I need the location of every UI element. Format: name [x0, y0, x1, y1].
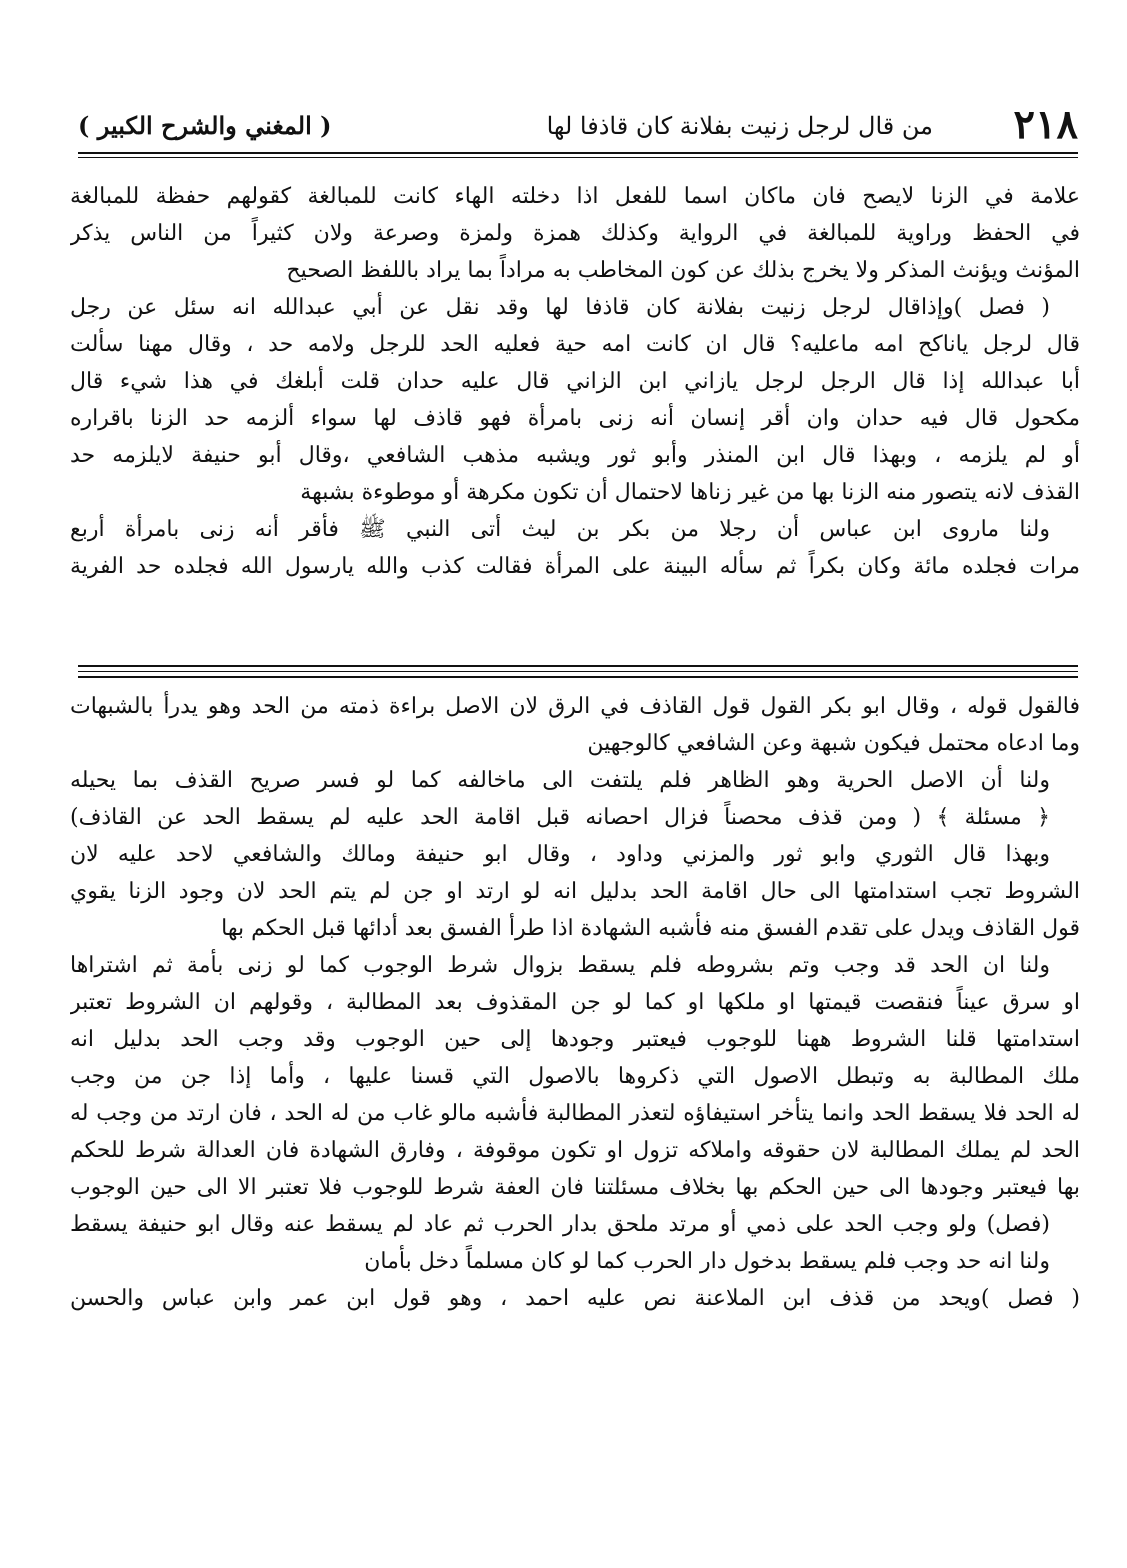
text-line: مرات فجلده مائة وكان بكراً ثم سأله البينة على المرأة فقالت كذب والله يارسول الله فجلده حد الفرية [70, 554, 1080, 579]
page-header [78, 100, 1078, 150]
text-line: ملك المطالبة به وتبطل الاصول التي ذكروها بالاصول التي قسنا عليها ، وأما إذا جن من وجب [70, 1064, 1080, 1089]
text-line: له الحد فلا يسقط الحد وانما يتأخر استيفاؤه لتعذر المطالبة فأشبه مالو غاب من له الحد ، فان ارتد من وجب له [70, 1101, 1080, 1126]
text-line: ﴿ مسئلة ﴾ ( ومن قذف محصناً فزال احصانه قبل اقامة الحد عليه لم يسقط الحد عن القاذف) [70, 805, 1050, 830]
text-line: فالقول قوله ، وقال ابو بكر القول قول القاذف في الرق لان الاصل براءة ذمته من الحد وهو يدرأ بالشبهات [70, 694, 1080, 719]
text-line: مكحول قال فيه حدان وان أقر إنسان أنه زنى بامرأة فهو قاذف لها سواء ألزمه حد الزنا باقراره [70, 406, 1080, 431]
text-line: قال لرجل ياناكح امه ماعليه؟ قال ان كانت امه حية فعليه الحد للرجل ولامه حد ، وقال مهنا سألت [70, 332, 1080, 357]
text-line: ولنا انه حد وجب فلم يسقط بدخول دار الحرب كما لو كان مسلماً دخل بأمان [364, 1249, 1050, 1274]
text-line: وما ادعاه محتمل فيكون شبهة وعن الشافعي كالوجهين [587, 731, 1080, 756]
page-number: ٢١٨ [1013, 101, 1078, 148]
main-text [70, 178, 1080, 585]
text-line: او سرق عيناً فنقصت قيمتها او ملكها او كما لو جن المقذوف بعد المطالبة ، وقولهم ان الشروط تعتبر [70, 990, 1080, 1015]
text-line: استدامتها قلنا الشروط ههنا للوجوب فيعتبر وجودها إلى حين الوجوب وقد وجب الحد بدليل انه [70, 1027, 1080, 1052]
chapter-title: من قال لرجل زنيت بفلانة كان قاذفا لها [546, 112, 933, 140]
text-line: قول القاذف ويدل على تقدم الفسق منه فأشبه الشهادة اذا طرأ الفسق بعد أدائها قبل الحكم بها [221, 916, 1080, 941]
header-rule-thin [78, 157, 1078, 158]
text-line: أو لم يلزمه ، وبهذا قال ابن المنذر وأبو ثور ويشبه مذهب الشافعي ،وقال أبو حنيفة لايلزمه حد [70, 443, 1080, 468]
text-line: ( فصل )ويحد من قذف ابن الملاعنة نص عليه احمد ، وهو قول ابن عمر وابن عباس والحسن [70, 1286, 1080, 1311]
text-line: أبا عبدالله إذا قال الرجل لرجل يازاني ابن الزاني قال عليه حدان قلت أبلغك في هذا شيء قال [70, 369, 1080, 394]
text-line: الشروط تجب استدامتها الى حال اقامة الحد بدليل انه لو ارتد او جن لم يتم الحد لان وجود الزنا يقوي [70, 879, 1080, 904]
separator-rule [78, 665, 1078, 667]
text-line: المؤنث ويؤنث المذكر ولا يخرج بذلك عن كون المخاطب به مراداً بما يراد باللفظ الصحيح [286, 258, 1080, 283]
commentary-text [70, 688, 1080, 1317]
text-line: وبهذا قال الثوري وابو ثور والمزني وداود ، وقال ابو حنيفة ومالك والشافعي لاحد عليه لان [70, 842, 1050, 867]
separator-rule [78, 676, 1078, 678]
text-line: (فصل) ولو وجب الحد على ذمي أو مرتد ملحق بدار الحرب ثم عاد لم يسقط عنه وقال ابو حنيفة يسقط [70, 1212, 1050, 1237]
text-line: بها فيعتبر وجودها الى حين الحكم بها بخلاف مسئلتنا فان العفة شرط للوجوب فلا تعتبر الا الى حين الوجوب [70, 1175, 1080, 1200]
text-line: في الحفظ وراوية للمبالغة في الرواية وكذلك همزة ولمزة وصرعة ولان كثيراً من الناس يذكر [70, 221, 1080, 246]
text-line: القذف لانه يتصور منه الزنا بها من غير زناها لاحتمال أن تكون مكرهة أو موطوءة بشبهة [300, 480, 1080, 505]
header-rule [78, 152, 1078, 154]
separator-rule [78, 671, 1078, 672]
text-line: ولنا ماروى ابن عباس أن رجلا من بكر بن ليث أتى النبي ﷺ فأقر أنه زنى بامرأة أربع [70, 517, 1050, 542]
book-title: ( المغني والشرح الكبير ) [78, 111, 332, 140]
text-line: ولنا أن الاصل الحرية وهو الظاهر فلم يلتفت الى ماخالفه كما لو فسر صريح القذف بما يحيله [70, 768, 1050, 793]
text-line: علامة في الزنا لايصح فان ماكان اسما للفعل اذا دخلته الهاء كانت للمبالغة كقولهم حفظة للمبالغة [70, 184, 1080, 209]
text-line: ( فصل )وإذاقال لرجل زنيت بفلانة كان قاذفا لها وقد نقل عن أبي عبدالله انه سئل عن رجل [70, 295, 1050, 320]
text-line: الحد لم يملك المطالبة لان حقوقه واملاكه تزول او تكون موقوفة ، وفارق الشهادة فان العدالة شرط للحكم [70, 1138, 1080, 1163]
text-line: ولنا ان الحد قد وجب وتم بشروطه فلم يسقط بزوال شرط الوجوب كما لو زنى بأمة ثم اشتراها [70, 953, 1050, 978]
